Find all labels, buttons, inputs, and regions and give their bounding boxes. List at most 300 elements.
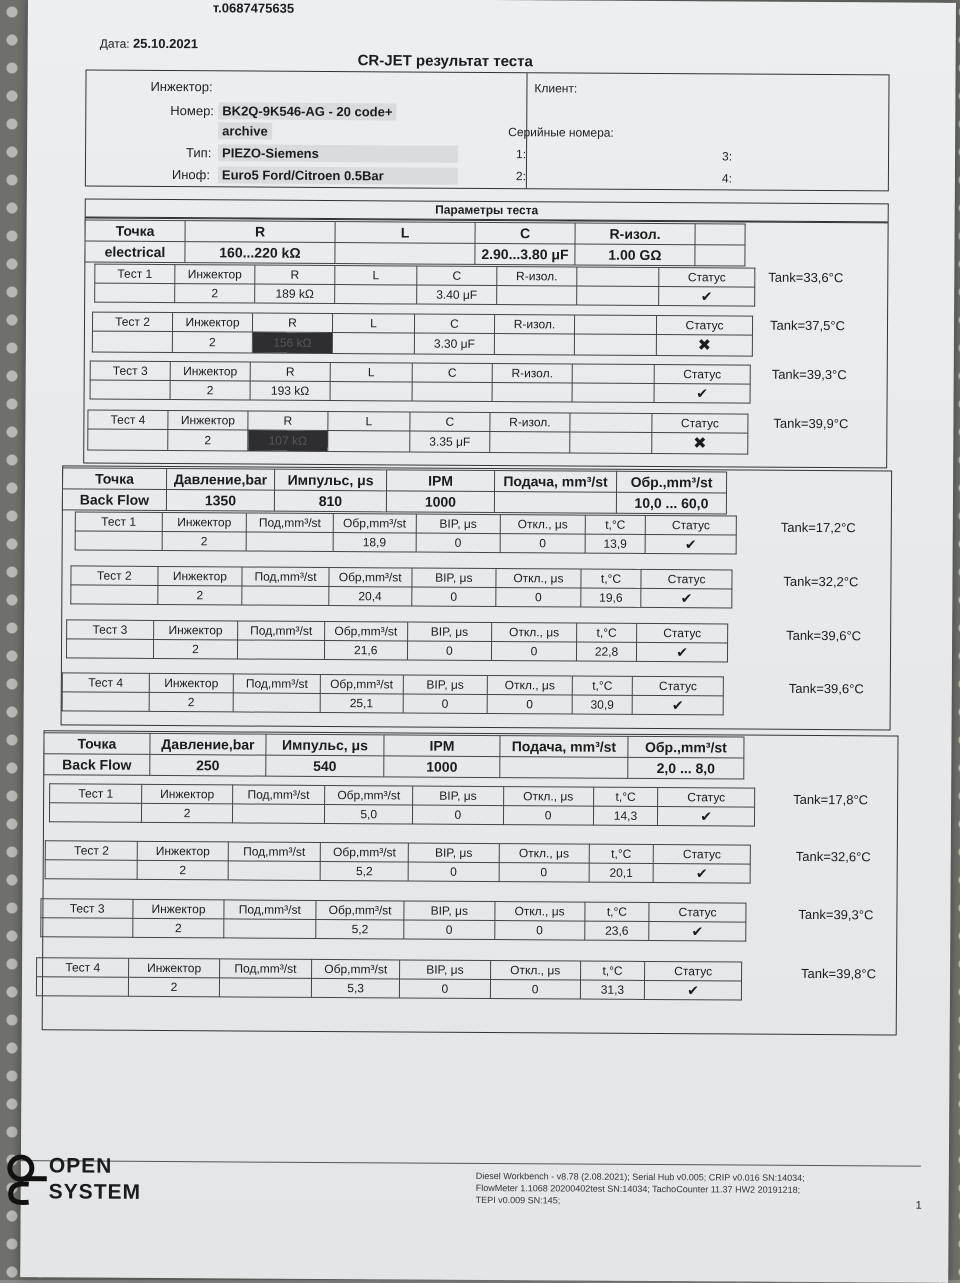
col-return: Обр,mm³/st — [325, 785, 413, 805]
flow-test-table — [49, 783, 755, 826]
status-cell — [658, 807, 755, 827]
status-cell — [656, 335, 752, 357]
col-injector: Инжектор — [149, 673, 234, 693]
flow-test-table — [45, 840, 751, 883]
l-value — [332, 333, 414, 355]
return-value: 5,2 — [316, 919, 404, 939]
col-offset: Откл., μs — [499, 844, 589, 864]
col-r: R — [250, 362, 330, 381]
type-value: PIEZO-Siemens — [218, 144, 458, 162]
test-spacer — [92, 331, 172, 352]
col-empty — [695, 224, 745, 245]
col-temperature: t,°C — [572, 676, 633, 695]
electrical-test-value-row — [92, 331, 752, 356]
test-spacer — [71, 585, 158, 605]
col-pulse: Импульс, μs — [266, 734, 384, 756]
return-range: 10,0 ... 60,0 — [616, 492, 726, 514]
tank-temperature: Tank=33,6°C — [768, 269, 844, 286]
check-icon — [687, 984, 699, 998]
col-delivery: Под,mm³/st — [228, 842, 321, 862]
col-blank — [572, 364, 654, 384]
page-number: 1 — [915, 1199, 922, 1212]
bip-value: 0 — [413, 805, 503, 825]
number-value-line1: BK2Q-9K546-AG - 20 code+ — [218, 102, 396, 120]
riso-value: 1.00 GΩ — [575, 244, 695, 266]
col-c: C — [412, 363, 492, 382]
offset-value: 0 — [494, 921, 584, 941]
col-temperature: t,°C — [581, 569, 642, 588]
col-delivery: Под,mm³/st — [238, 621, 325, 641]
ipm-value: 1000 — [386, 491, 494, 513]
flow-test-value-row — [49, 803, 754, 826]
col-return: Обр,mm³/st — [320, 842, 408, 862]
test-spacer — [88, 429, 168, 450]
col-riso: R-изол. — [494, 315, 574, 334]
ipm-value: 1000 — [384, 756, 500, 778]
tank-temperature: Tank=39,3°C — [771, 366, 847, 383]
col-injector: Инжектор — [138, 841, 228, 861]
col-temperature: t,°C — [580, 961, 645, 980]
col-offset: Откл., μs — [496, 569, 581, 589]
electrical-test-value-row — [90, 380, 750, 403]
col-status: Статус — [641, 569, 732, 589]
col-bip: BIP, μs — [407, 622, 492, 642]
software-version-info — [476, 1170, 921, 1209]
col-delivery: Под,mm³/st — [232, 785, 325, 805]
electrical-spec-value-row — [85, 241, 745, 266]
test-name: Тест 1 — [95, 264, 175, 283]
delivery-value — [246, 532, 333, 552]
cross-icon — [693, 437, 706, 451]
return-value: 25,1 — [320, 693, 403, 713]
electrical-test-value-row — [88, 429, 748, 454]
test-name: Тест 4 — [37, 958, 130, 978]
number-value-line2: archive — [218, 122, 272, 139]
empty-value — [695, 245, 745, 266]
tank-temperature: Tank=32,2°C — [783, 573, 859, 590]
delivery-value — [228, 861, 321, 881]
flow-test-value-row — [75, 531, 736, 554]
col-status: Статус — [653, 845, 750, 865]
status-cell — [645, 534, 736, 554]
offset-value: 0 — [492, 642, 577, 662]
col-return: Обр,mm³/st — [324, 621, 407, 641]
electrical-spec-table — [84, 220, 745, 267]
tank-temperature: Tank=32,6°C — [795, 848, 871, 865]
version-line-1: Diesel Workbench - v8.78 (2.08.2021); Serial Hub v0.005; CRIP v0.016 SN:14034; — [475, 1170, 805, 1183]
tank-temperature: Tank=37,5°C — [769, 317, 846, 334]
col-c: C — [417, 266, 497, 285]
number-label: Номер: — [170, 103, 215, 119]
point-value: electrical — [85, 241, 185, 263]
col-injector: Инжектор — [133, 899, 223, 919]
check-icon — [696, 867, 708, 881]
offset-value: 0 — [500, 534, 585, 554]
status-cell — [641, 588, 732, 608]
col-bip: BIP, μs — [411, 568, 496, 588]
test-report-sheet — [20, 0, 956, 1283]
l-value — [328, 431, 410, 453]
date-label: Дата: — [99, 36, 130, 51]
check-icon — [681, 592, 693, 606]
col-c: C — [410, 412, 490, 431]
col-injector: Инжектор — [129, 958, 219, 978]
c-range: 2.90...3.80 μF — [475, 243, 575, 265]
col-status: Статус — [637, 623, 728, 643]
col-injector: Инжектор — [158, 566, 243, 586]
col-pulse: Импульс, μs — [275, 469, 387, 491]
col-ipm: IPM — [386, 470, 494, 492]
serial-3-label: 3: — [722, 149, 733, 164]
col-bip: BIP, μs — [416, 514, 501, 534]
logo-word-system: SYSTEM — [48, 1180, 142, 1204]
serials-label: Серийные номера: — [508, 125, 614, 140]
injector-value: 2 — [162, 531, 247, 551]
col-l: L — [335, 266, 417, 286]
col-offset: Откл., μs — [494, 902, 584, 922]
flow-test-table — [62, 672, 724, 715]
tank-temperature: Tank=17,2°C — [780, 519, 856, 536]
col-c: C — [475, 222, 575, 244]
col-offset: Откл., μs — [492, 623, 577, 643]
test-name: Тест 3 — [67, 620, 154, 640]
injector-value: 2 — [142, 803, 232, 823]
col-offset: Откл., μs — [500, 515, 585, 535]
injector-value: 2 — [153, 639, 238, 659]
c-value: 3.35 μF — [410, 431, 490, 452]
injector-value: 2 — [157, 585, 242, 605]
test-spacer — [90, 380, 170, 399]
backflow-1-spec-table — [62, 467, 727, 514]
col-injector: Инжектор — [162, 512, 247, 532]
status-cell — [652, 432, 748, 454]
tank-temperature: Tank=17,8°C — [793, 791, 869, 808]
r-value: 189 kΩ — [255, 284, 335, 303]
col-point: Точка — [44, 733, 150, 755]
col-return: Обр,mm³/st — [320, 674, 403, 694]
flow-test-value-row — [62, 692, 723, 715]
col-offset: Откл., μs — [490, 961, 580, 981]
temperature-value: 31,3 — [580, 980, 645, 999]
col-riso: R-изол. — [490, 412, 570, 431]
col-blank — [574, 315, 656, 335]
col-l: L — [328, 412, 410, 432]
col-delivery: Под,mm³/st — [219, 959, 312, 979]
col-riso: R-изол. — [497, 267, 577, 286]
col-l: L — [330, 363, 412, 383]
r-value: 156 kΩ — [252, 332, 332, 353]
type-label: Тип: — [186, 145, 212, 161]
col-blank — [577, 267, 659, 287]
serial-1-label: 1: — [516, 147, 527, 162]
delivery-value — [223, 919, 316, 939]
col-bip: BIP, μs — [408, 843, 498, 863]
col-delivery: Подача, mm³/st — [494, 471, 616, 493]
col-l: L — [332, 314, 414, 334]
c-value: 3.30 μF — [414, 333, 494, 354]
injector-value: 2 — [149, 692, 234, 712]
check-icon — [685, 538, 697, 552]
electrical-test-table — [90, 361, 751, 404]
electrical-test-table — [92, 312, 753, 357]
col-ipm: IPM — [384, 735, 500, 757]
test-spacer — [62, 692, 149, 712]
check-icon — [696, 387, 708, 401]
injector-label: Инжектор: — [150, 78, 213, 95]
return-range: 2,0 ... 8,0 — [628, 757, 744, 779]
delivery-value — [242, 586, 329, 606]
backflow-2-spec-table — [43, 732, 744, 779]
flow-test-table — [36, 957, 742, 1000]
test-name: Тест 2 — [45, 841, 138, 861]
test-name: Тест 2 — [92, 312, 172, 331]
r-range: 160...220 kΩ — [185, 242, 335, 264]
offset-value: 0 — [499, 863, 589, 883]
col-bip: BIP, μs — [404, 901, 494, 921]
version-line-2: FlowMeter 1.1068 20200402test SN:14034; TachoCounter 11.37 HW2 20191218; — [475, 1182, 801, 1195]
status-cell — [649, 921, 746, 941]
col-blank — [570, 413, 652, 433]
phone-number: т.0687475635 — [212, 0, 295, 16]
info-value: Euro5 Ford/Citroen 0.5Bar — [218, 166, 458, 184]
r-value: 107 kΩ — [248, 430, 328, 451]
tank-temperature: Tank=39,3°C — [798, 906, 874, 923]
col-injector: Инжектор — [170, 362, 250, 381]
col-l: L — [335, 222, 475, 244]
col-pressure: Давление,bar — [150, 733, 266, 755]
injector-value: 2 — [133, 918, 223, 938]
status-cell — [654, 383, 750, 403]
bip-value: 0 — [416, 533, 501, 553]
col-status: Статус — [652, 413, 748, 433]
tank-temperature: Tank=39,9°C — [773, 415, 849, 432]
temperature-value: 22,8 — [576, 642, 637, 661]
return-value: 5,2 — [320, 861, 408, 881]
offset-value: 0 — [487, 694, 572, 714]
check-icon — [676, 646, 688, 660]
injector-value: 2 — [168, 430, 248, 451]
electrical-test-value-row — [95, 283, 755, 306]
col-temperature: t,°C — [589, 844, 654, 863]
flow-test-value-row — [66, 639, 727, 662]
col-r: R — [248, 411, 328, 430]
col-riso: R-изол. — [492, 364, 572, 383]
bip-value: 0 — [404, 920, 494, 940]
col-point: Точка — [85, 220, 185, 242]
blank-value — [574, 334, 656, 356]
injector-value: 2 — [129, 977, 219, 997]
check-icon — [700, 810, 712, 824]
status-cell — [632, 695, 723, 715]
return-value: 20,4 — [329, 587, 412, 607]
status-cell — [645, 980, 742, 1000]
offset-value: 0 — [490, 980, 580, 1000]
delivery-value — [232, 804, 325, 824]
return-value: 5,0 — [325, 804, 413, 824]
test-parameters-heading: Параметры теста — [85, 199, 889, 223]
col-status: Статус — [645, 515, 736, 535]
riso-value — [497, 286, 577, 305]
backflow-1-value-row — [62, 489, 726, 514]
tank-temperature: Tank=39,6°C — [788, 680, 864, 697]
r-value: 193 kΩ — [250, 381, 330, 400]
status-cell — [653, 864, 750, 884]
return-value: 5,3 — [312, 978, 400, 998]
col-riso: R-изол. — [575, 223, 695, 245]
test-name: Тест 4 — [88, 410, 168, 429]
test-name: Тест 4 — [62, 673, 149, 693]
test-name: Тест 2 — [71, 566, 158, 586]
col-r: R — [252, 313, 332, 332]
col-return: Обр.,mm³/st — [628, 736, 744, 758]
col-return: Обр,mm³/st — [316, 900, 404, 920]
client-label: Клиент: — [534, 81, 578, 96]
test-spacer — [75, 531, 162, 551]
col-status: Статус — [659, 268, 755, 288]
col-delivery: Подача, mm³/st — [500, 736, 628, 758]
test-name: Тест 3 — [90, 361, 170, 380]
point-value: Back Flow — [44, 754, 150, 776]
report-date — [100, 36, 198, 52]
open-system-logo — [1, 1154, 201, 1207]
info-label: Иноф: — [171, 167, 211, 183]
test-spacer — [36, 977, 129, 997]
flow-test-table — [70, 565, 732, 608]
c-value — [412, 382, 492, 401]
col-temperature: t,°C — [585, 515, 646, 534]
temperature-value: 14,3 — [593, 806, 658, 825]
report-title: CR-JET результат теста — [357, 52, 533, 71]
col-delivery: Под,mm³/st — [224, 900, 317, 920]
backflow-2-value-row — [44, 754, 744, 779]
flow-test-value-row — [71, 585, 732, 608]
temperature-value: 23,6 — [585, 921, 650, 940]
col-delivery: Под,mm³/st — [247, 513, 334, 533]
blank-value — [577, 286, 659, 306]
electrical-test-table — [94, 264, 755, 307]
delivery-value — [238, 640, 325, 660]
bip-value: 0 — [407, 641, 492, 661]
blank-value — [572, 383, 654, 403]
bip-value: 0 — [411, 587, 496, 607]
col-return: Обр.,mm³/st — [616, 471, 726, 493]
delivery-value — [233, 693, 320, 713]
col-r: R — [255, 265, 335, 284]
test-spacer — [49, 803, 142, 823]
offset-value: 0 — [496, 588, 581, 608]
temperature-value: 13,9 — [585, 534, 646, 553]
pulse-value: 540 — [266, 755, 384, 777]
col-injector: Инжектор — [153, 620, 238, 640]
test-spacer — [45, 860, 138, 880]
check-icon — [701, 290, 713, 304]
pressure-value: 250 — [150, 754, 266, 776]
test-name: Тест 1 — [50, 784, 143, 804]
temperature-value: 30,9 — [572, 695, 633, 714]
riso-value — [490, 431, 570, 452]
version-line-3: TEPI v0.009 SN:145; — [475, 1194, 561, 1206]
col-injector: Инжектор — [172, 313, 252, 332]
col-delivery: Под,mm³/st — [242, 567, 329, 587]
logo-word-open: OPEN — [48, 1154, 113, 1178]
temperature-value: 20,1 — [589, 863, 654, 882]
flow-test-value-row — [45, 860, 750, 883]
col-return: Обр,mm³/st — [333, 514, 416, 534]
return-value: 21,6 — [324, 640, 407, 660]
return-value: 18,9 — [333, 533, 416, 553]
col-r: R — [185, 221, 335, 243]
flow-test-table — [66, 619, 728, 662]
col-status: Статус — [645, 961, 742, 981]
delivery-value — [494, 492, 616, 514]
point-value: Back Flow — [62, 489, 166, 511]
col-status: Статус — [649, 902, 746, 922]
date-value: 25.10.2021 — [132, 35, 199, 52]
offset-value: 0 — [503, 806, 593, 826]
l-range — [335, 243, 475, 265]
injector-value: 2 — [138, 860, 228, 880]
col-return: Обр,mm³/st — [329, 568, 412, 588]
c-value: 3.40 μF — [417, 285, 497, 304]
check-icon — [692, 925, 704, 939]
electrical-test-table — [87, 410, 748, 455]
pulse-value: 810 — [274, 490, 386, 512]
col-status: Статус — [632, 676, 723, 696]
col-temperature: t,°C — [585, 902, 650, 921]
bip-value: 0 — [408, 862, 498, 882]
col-offset: Откл., μs — [487, 675, 572, 695]
col-injector: Инжектор — [142, 784, 232, 804]
col-bip: BIP, μs — [413, 786, 503, 806]
col-bip: BIP, μs — [403, 675, 488, 695]
test-spacer — [95, 283, 175, 302]
col-offset: Откл., μs — [503, 787, 593, 807]
temperature-value: 19,6 — [581, 588, 642, 607]
col-pressure: Давление,bar — [167, 469, 275, 491]
col-status: Статус — [656, 316, 752, 336]
col-status: Статус — [654, 364, 750, 384]
col-delivery: Под,mm³/st — [234, 674, 321, 694]
injector-info-box — [85, 70, 890, 192]
status-cell — [659, 287, 755, 307]
test-spacer — [41, 918, 134, 938]
test-name: Тест 3 — [41, 899, 134, 919]
tank-temperature: Tank=39,8°C — [801, 965, 877, 982]
serial-2-label: 2: — [515, 169, 526, 184]
riso-value — [494, 334, 574, 355]
riso-value — [492, 383, 572, 402]
delivery-value — [500, 757, 628, 779]
pressure-value: 1350 — [166, 490, 274, 512]
flow-test-value-row — [36, 977, 741, 1000]
flow-test-value-row — [41, 918, 746, 941]
col-injector: Инжектор — [175, 265, 255, 284]
blank-value — [570, 432, 652, 454]
flow-test-table — [40, 898, 746, 941]
col-temperature: t,°C — [576, 623, 637, 642]
col-injector: Инжектор — [168, 411, 248, 430]
injector-value: 2 — [175, 284, 255, 303]
bip-value: 0 — [400, 979, 490, 999]
l-value — [330, 382, 412, 402]
cross-icon — [698, 339, 711, 353]
bip-value: 0 — [403, 694, 488, 714]
l-value — [335, 285, 417, 305]
status-cell — [637, 642, 728, 662]
test-spacer — [66, 639, 153, 659]
col-bip: BIP, μs — [400, 960, 490, 980]
test-name: Тест 1 — [75, 512, 162, 532]
